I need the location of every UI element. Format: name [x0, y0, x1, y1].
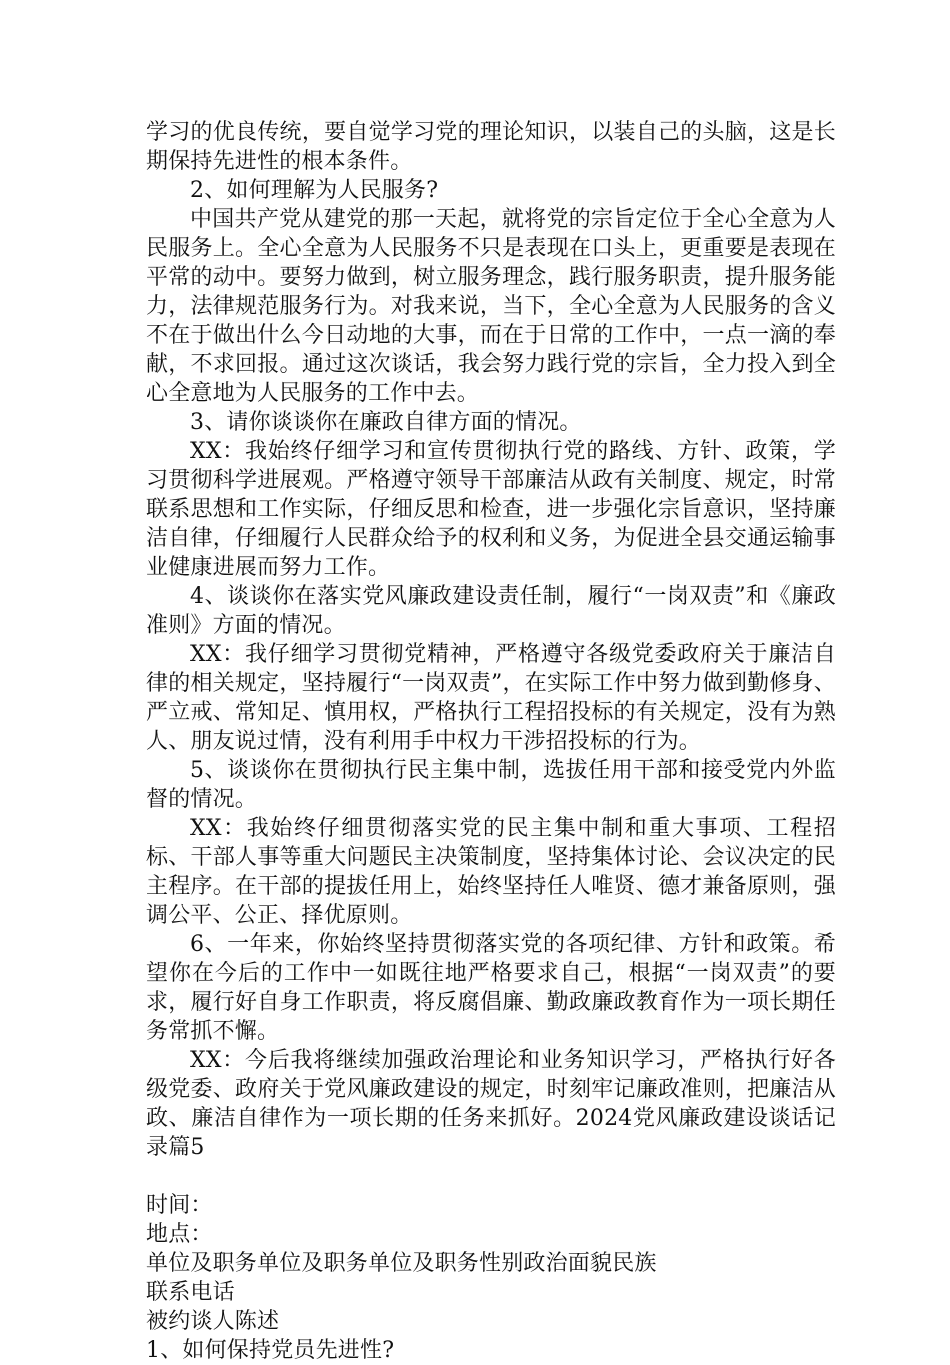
question-4: 4、谈谈你在落实党风廉政建设责任制，履行“一岗双责”和《廉政准则》方面的情况。 [146, 584, 836, 638]
meta-time: 时间： [146, 1193, 213, 1218]
answer-4: XX：我仔细学习贯彻党精神，严格遵守各级党委政府关于廉洁自律的相关规定，坚持履行“一岗双责”，在实际工作中努力做到勤修身、严立戒、常知足、慎用权，严格执行工程招投标的有关规定，没有为熟人、朋友说过情，没有利用手中权力干涉招投标的行为。 [146, 642, 836, 754]
meta-place: 地点： [146, 1222, 213, 1247]
answer-2: 中国共产党从建党的那一天起，就将党的宗旨定位于全心全意为人民服务上。全心全意为人民服务不只是表现在口头上，更重要是表现在平常的动中。要努力做到，树立服务理念，践行服务职责，提升服务能力，法律规范服务行为。对我来说，当下，全心全意为人民服务的含义不在于做出什么今日动地的大事，而在于日常的工作中，一点一滴的奉献，不求回报。通过这次谈话，我会努力践行党的宗旨，全力投入到全心全意地为人民服务的工作中去。 [146, 207, 836, 406]
blank-line [146, 1162, 836, 1191]
answer-6: XX：今后我将继续加强政治理论和业务知识学习，严格执行好各级党委、政府关于党风廉政建设的规定，时刻牢记廉政准则，把廉洁从政、廉洁自律作为一项长期的任务来抓好。2024党风廉政建设谈话记录篇5 [146, 1048, 836, 1160]
meta-unit: 单位及职务单位及职务单位及职务性别政治面貌民族 [146, 1251, 657, 1276]
question-6: 6、一年来，你始终坚持贯彻落实党的各项纪律、方针和政策。希望你在今后的工作中一如既往地严格要求自己，根据“一岗双责”的要求，履行好自身工作职责，将反腐倡廉、勤政廉政教育作为一项长期任务常抓不懈。 [146, 932, 836, 1044]
document-page [146, 118, 836, 1365]
paragraph-continuation: 学习的优良传统，要自觉学习党的理论知识，以装自己的头脑，这是长期保持先进性的根本条件。 [146, 120, 836, 174]
answer-5: XX：我始终仔细贯彻落实党的民主集中制和重大事项、工程招标、干部人事等重大问题民主决策制度，坚持集体讨论、会议决定的民主程序。在干部的提拔任用上，始终坚持任人唯贤、德才兼备原则，强调公平、公正、择优原则。 [146, 816, 836, 928]
answer-3: XX：我始终仔细学习和宣传贯彻执行党的路线、方针、政策，学习贯彻科学进展观。严格遵守领导干部廉洁从政有关制度、规定，时常联系思想和工作实际，仔细反思和检查，进一步强化宗旨意识，坚持廉洁自律，仔细履行人民群众给予的权利和义务，为促进全县交通运输事业健康进展而努力工作。 [146, 439, 836, 580]
meta-phone: 联系电话 [146, 1280, 235, 1305]
question-5: 5、谈谈你在贯彻执行民主集中制，选拔任用干部和接受党内外监督的情况。 [146, 758, 836, 812]
meta-statement: 被约谈人陈述 [146, 1309, 280, 1334]
meta-question-1: 1、如何保持党员先进性? [146, 1338, 395, 1363]
question-2: 2、如何理解为人民服务? [190, 178, 439, 203]
question-3: 3、请你谈谈你在廉政自律方面的情况。 [190, 410, 582, 435]
